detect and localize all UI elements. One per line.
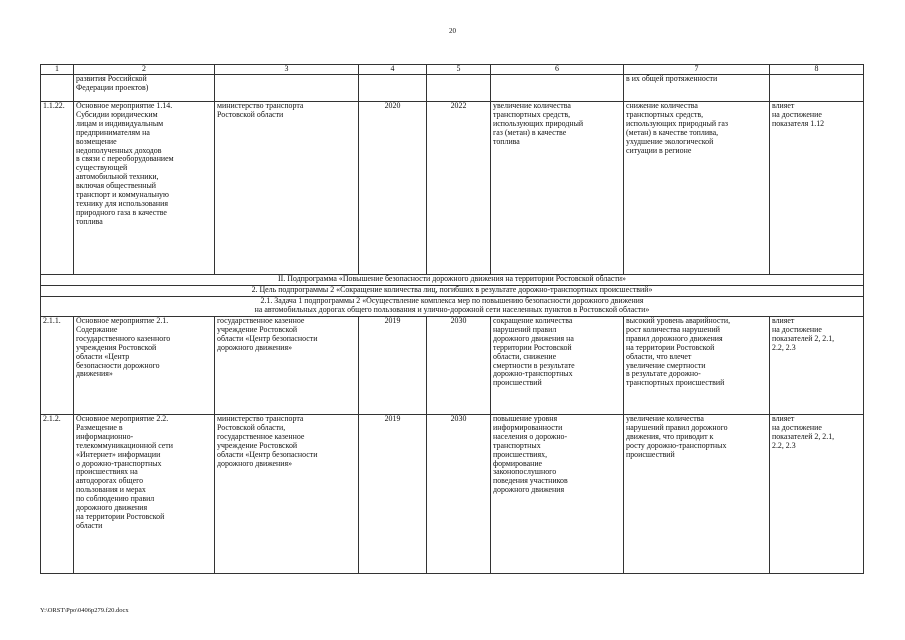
column-header: 4	[359, 65, 427, 75]
measures-table	[40, 64, 864, 574]
cell-end-year: 2030	[427, 415, 491, 574]
cell-executor: министерство транспорта Ростовской области, государственное казенное учреждение Ростовской области «Центр безопасности дорожного движения»	[215, 415, 359, 574]
table-row-1-1-22	[41, 102, 864, 275]
column-header: 7	[624, 65, 770, 75]
table-row-2-1-2	[41, 415, 864, 574]
cell-executor: министерство транспорта Ростовской области	[215, 102, 359, 275]
cell-measure-name: Основное мероприятие 2.1. Содержание государственного казенного учреждения Ростовской области «Центр безопасности дорожного движения»	[74, 317, 215, 415]
column-header: 1	[41, 65, 74, 75]
cell-indicator-link: влияет на достижение показателей 2, 2.1, 2.2, 2.3	[770, 317, 864, 415]
cell-consequence: снижение количества транспортных средств, использующих природный газ (метан) в качестве топлива, ухудшение экологической ситуации в регионе	[624, 102, 770, 275]
cell-number: 2.1.2.	[41, 415, 74, 574]
goal-heading-row	[41, 286, 864, 297]
goal-title: 2. Цель подпрограммы 2 «Сокращение количества лиц, погибших в результате дорожно-транспортных происшествий»	[41, 286, 864, 297]
cell-expected-result: повышение уровня информированности населения о дорожно- транспортных происшествиях, формирование законопослушного поведения участников дорожного движения	[491, 415, 624, 574]
cell-indicator-link: влияет на достижение показателя 1.12	[770, 102, 864, 275]
cell-consequence: увеличение количества нарушений правил дорожного движения, что приводит к росту дорожно-транспортных происшествий	[624, 415, 770, 574]
cell-start-year	[359, 75, 427, 102]
cell-start-year: 2019	[359, 415, 427, 574]
page-number: 20	[449, 27, 456, 35]
cell-number: 1.1.22.	[41, 102, 74, 275]
cell-executor	[215, 75, 359, 102]
cell-measure-name: Основное мероприятие 1.14. Субсидии юридическим лицам и индивидуальным предпринимателям на возмещение недополученных доходов в связи с переоборудованием существующей автомобильной техники, включая общественный транспорт и коммунальную технику для использования природного газа в качестве топлива	[74, 102, 215, 275]
subprogram-heading-row	[41, 275, 864, 286]
cell-start-year: 2019	[359, 317, 427, 415]
document-path-footer: Y:\ORST\Ppo\0406p279.f20.docx	[40, 607, 129, 614]
cell-start-year: 2020	[359, 102, 427, 275]
column-header: 6	[491, 65, 624, 75]
cell-measure-name: развития Российской Федерации проектов)	[74, 75, 215, 102]
cell-consequence: в их общей протяженности	[624, 75, 770, 102]
cell-number	[41, 75, 74, 102]
cell-end-year	[427, 75, 491, 102]
cell-expected-result	[491, 75, 624, 102]
column-header: 8	[770, 65, 864, 75]
column-header: 2	[74, 65, 215, 75]
column-header: 3	[215, 65, 359, 75]
cell-number: 2.1.1.	[41, 317, 74, 415]
cell-expected-result: увеличение количества транспортных средств, использующих природный газ (метан) в качестве топлива	[491, 102, 624, 275]
cell-measure-name: Основное мероприятие 2.2. Размещение в информационно- телекоммуникационной сети «Интернет» информации о дорожно-транспортных происшествиях на автодорогах общего пользования и мерах по соблюдению правил дорожного движения на территории Ростовской области	[74, 415, 215, 574]
table-row-2-1-1	[41, 317, 864, 415]
cell-expected-result: сокращение количества нарушений правил дорожного движения на территории Ростовской области, снижение смертности в результате дорожно-транспортных происшествий	[491, 317, 624, 415]
table-header-row	[41, 65, 864, 75]
table-row-continuation	[41, 75, 864, 102]
task-heading-row	[41, 297, 864, 317]
task-title: 2.1. Задача 1 подпрограммы 2 «Осуществление комплекса мер по повышению безопасности дорожного движения на автомобильных дорогах общего пользования и улично-дорожной сети населенных пунктов в Ростовской области»	[41, 297, 864, 317]
column-header: 5	[427, 65, 491, 75]
cell-executor: государственное казенное учреждение Ростовской области «Центр безопасности дорожного движения»	[215, 317, 359, 415]
cell-end-year: 2022	[427, 102, 491, 275]
cell-end-year: 2030	[427, 317, 491, 415]
cell-indicator-link	[770, 75, 864, 102]
subprogram-title: II. Подпрограмма «Повышение безопасности дорожного движения на территории Ростовской области»	[41, 275, 864, 286]
cell-consequence: высокий уровень аварийности, рост количества нарушений правил дорожного движения на территории Ростовской области, что влечет увеличение смертности в результате дорожно- транспортных происшествий	[624, 317, 770, 415]
cell-indicator-link: влияет на достижение показателей 2, 2.1, 2.2, 2.3	[770, 415, 864, 574]
